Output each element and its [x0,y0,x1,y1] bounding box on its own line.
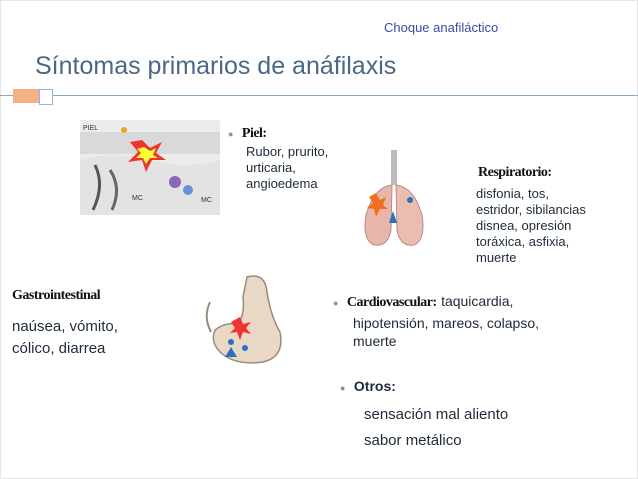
respiratorio-text: disfonia, tos, estridor, sibilancias disnea, opresión toráxica, asfixia, muerte [476,186,586,265]
gastro-heading: Gastrointestinal [12,288,101,303]
section-piel [228,124,267,142]
cardio-text: hipotensión, mareos, colapso, muerte [353,315,539,349]
bullet-icon: ● [340,383,346,393]
section-cardio [333,293,513,311]
slide-header: Choque anafiláctico [384,20,499,35]
svg-text:MC: MC [201,197,212,204]
otros-line-2: sabor metálico [364,432,462,449]
skin-label: PIEL [83,125,99,132]
svg-text:MC: MC [132,195,143,202]
respiratorio-heading: Respiratorio: [478,165,552,180]
cardio-heading: Cardiovascular: [346,295,437,310]
title-divider [0,95,638,96]
stomach-illustration [185,262,305,387]
bullet-icon: ● [333,298,339,308]
otros-line-1: sensación mal aliento [364,406,509,423]
accent-block [13,89,39,103]
bullet-icon: ● [228,129,234,139]
accent-block-outline [39,89,53,105]
lungs-illustration [354,145,434,257]
skin-illustration [80,120,220,215]
gastro-text: naúsea, vómito, cólico, diarrea [12,318,118,357]
cardio-inline: taquicardia, [441,293,514,309]
piel-heading: Piel: [241,126,267,141]
section-otros [340,378,396,396]
piel-text: Rubor, prurito, urticaria, angioedema [246,144,329,191]
slide-title: Síntomas primarios de anáfilaxis [35,52,397,80]
otros-heading: Otros: [353,378,396,394]
